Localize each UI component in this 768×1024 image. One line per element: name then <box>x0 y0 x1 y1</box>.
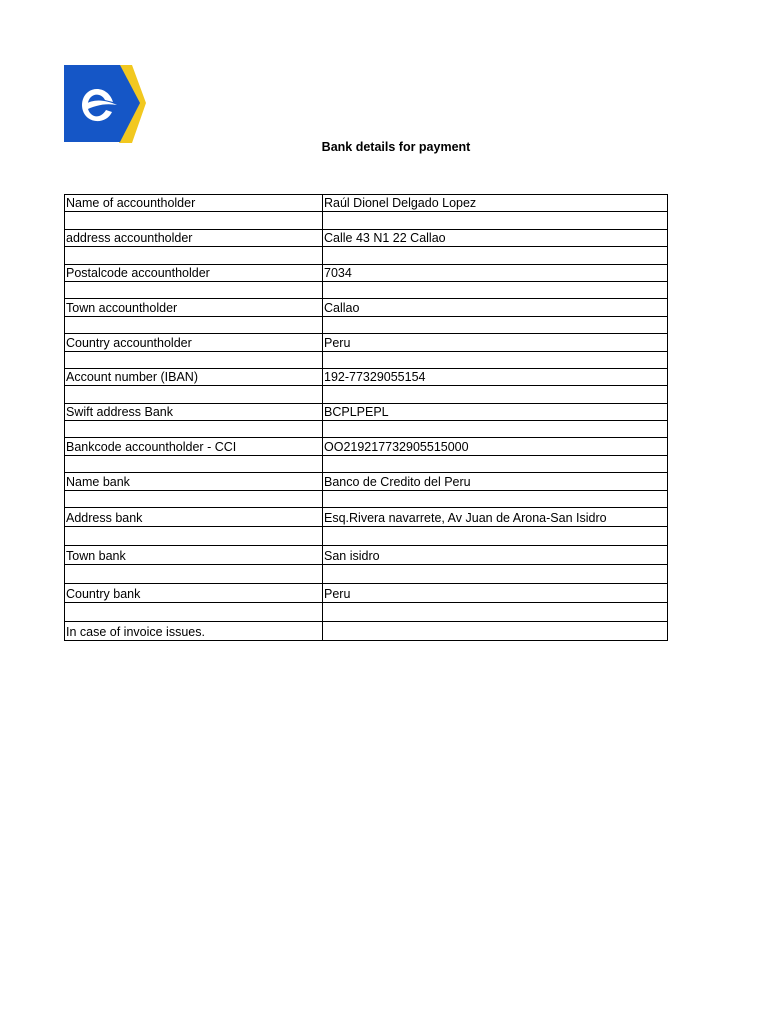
spacer-row <box>65 316 668 333</box>
spacer-row <box>65 386 668 403</box>
table-row <box>65 473 668 490</box>
spacer-row <box>65 212 668 229</box>
field-label: Postalcode accountholder <box>65 264 323 281</box>
field-label: Swift address Bank <box>65 403 323 420</box>
field-label: In case of invoice issues. <box>65 622 323 641</box>
table-row <box>65 584 668 603</box>
table-row <box>65 438 668 455</box>
spacer-row <box>65 455 668 472</box>
table-row <box>65 546 668 565</box>
spacer-row <box>65 565 668 584</box>
field-label: Address bank <box>65 508 323 527</box>
spacer-row <box>65 281 668 298</box>
field-value: OO219217732905515000 <box>323 438 668 455</box>
field-label: Account number (IBAN) <box>65 368 323 385</box>
field-label: address accountholder <box>65 229 323 246</box>
document-title: Bank details for payment <box>321 140 471 154</box>
field-value: 192-77329055154 <box>323 368 668 385</box>
spacer-row <box>65 603 668 622</box>
table-row <box>65 195 668 212</box>
table-row <box>65 334 668 351</box>
field-label: Bankcode accountholder - CCI <box>65 438 323 455</box>
table-row <box>65 264 668 281</box>
bank-details-table <box>64 194 668 641</box>
field-value: 7034 <box>323 264 668 281</box>
table-row <box>65 622 668 641</box>
field-label: Name of accountholder <box>65 195 323 212</box>
field-value: Esq.Rivera navarrete, Av Juan de Arona-San Isidro <box>323 508 668 527</box>
spacer-row <box>65 490 668 507</box>
table-row <box>65 229 668 246</box>
field-label: Town accountholder <box>65 299 323 316</box>
table-row <box>65 403 668 420</box>
spacer-row <box>65 247 668 264</box>
company-logo-icon <box>64 65 146 143</box>
field-label: Town bank <box>65 546 323 565</box>
field-value: San isidro <box>323 546 668 565</box>
field-value: Raúl Dionel Delgado Lopez <box>323 195 668 212</box>
table-row <box>65 299 668 316</box>
field-value: Callao <box>323 299 668 316</box>
field-value: Calle 43 N1 22 Callao <box>323 229 668 246</box>
field-value: BCPLPEPL <box>323 403 668 420</box>
field-label: Country accountholder <box>65 334 323 351</box>
field-label: Name bank <box>65 473 323 490</box>
spacer-row <box>65 351 668 368</box>
field-value: Peru <box>323 334 668 351</box>
field-value: Banco de Credito del Peru <box>323 473 668 490</box>
field-value: Peru <box>323 584 668 603</box>
spacer-row <box>65 421 668 438</box>
field-label: Country bank <box>65 584 323 603</box>
table-row <box>65 508 668 527</box>
table-row <box>65 368 668 385</box>
field-value <box>323 622 668 641</box>
spacer-row <box>65 527 668 546</box>
